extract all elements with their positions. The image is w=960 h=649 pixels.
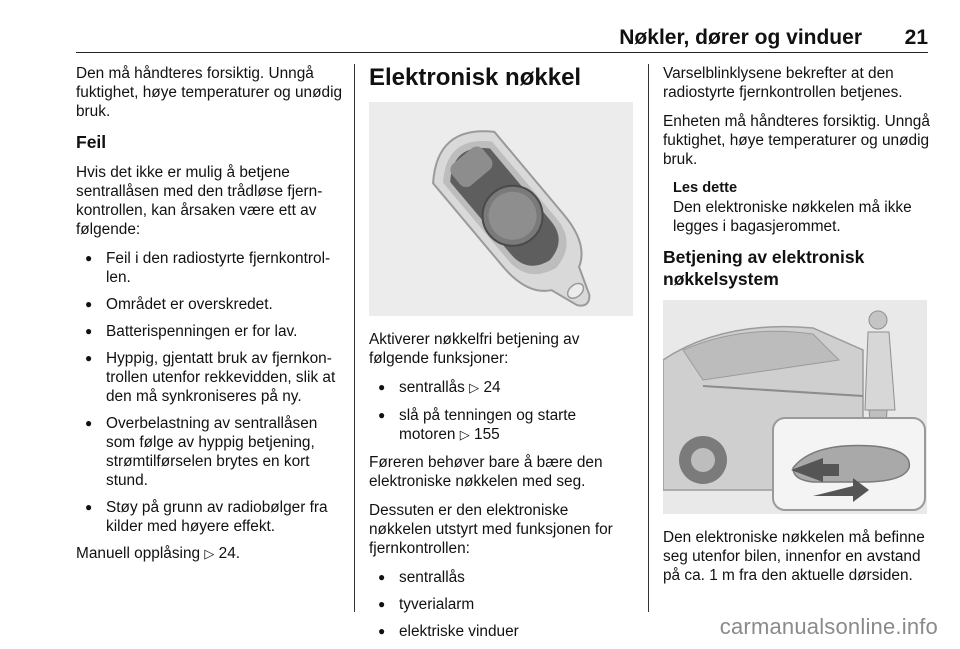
driver-paragraph: Føreren behøver bare å bære den elektroniske nøkkelen med seg.: [369, 454, 603, 490]
lead-paragraph: Hvis det ikke er mulig å betjene sentrallåsen med den trådløse fjernkontrollen, kan årsaken være ett av følgende:: [76, 164, 323, 238]
page-header-title: Nøkler, dører og vinduer: [619, 26, 862, 49]
handling-paragraph: Enheten må håndteres forsiktig. Unngå fuktighet, høye temperaturer og unødig bruk.: [663, 113, 930, 168]
car-door-handle-illustration: [663, 300, 927, 514]
column-2: [369, 64, 635, 649]
list-item: ● Området er overskredet.: [76, 295, 348, 314]
activates-paragraph: Aktiverer nøkkelfri betjening av følgende funksjoner:: [369, 331, 580, 367]
list-item: ● tyverialarm: [369, 595, 635, 614]
manual-unlock-text: Manuell opplåsing: [76, 545, 201, 562]
list-item: [369, 378, 635, 398]
list-item-text: slå på tenningen og starte motoren: [399, 407, 577, 443]
list-item: ● Feil i den radiostyrte fjernkontrollen.: [76, 249, 348, 287]
note-box: [663, 179, 933, 236]
list-item: ● Batterispenningen er for lav.: [76, 322, 348, 341]
electronic-key-illustration: [369, 102, 633, 316]
page-reference: 24: [483, 379, 501, 396]
page-reference: 24.: [218, 545, 241, 562]
column-divider-2: [648, 64, 649, 612]
range-paragraph: Den elektroniske nøkkelen må befinne seg utenfor bilen, innenfor en avstand på ca. 1 m fra den aktuelle dørsiden.: [663, 529, 925, 584]
remote-function-paragraph: Dessuten er den elektroniske nøkkelen utstyrt med funksjonen for fjernkontrollen:: [369, 502, 613, 557]
note-text: Den elektroniske nøkkelen må ikke legges i bagasjerommet.: [673, 199, 912, 235]
list-item: ● Overbelastning av sentrallåsen som følge av hyppig betjening, strømtilførselen brytes en kort stund.: [76, 414, 348, 490]
hazard-light-paragraph: Varselblinklysene bekrefter at den radiostyrte fjernkontrollen betjenes.: [663, 65, 903, 101]
ref-arrow-icon: ▷: [469, 381, 480, 396]
column-divider-1: [354, 64, 355, 612]
page-reference: 155: [474, 426, 500, 443]
ref-arrow-icon: ▷: [459, 428, 470, 443]
ref-arrow-icon: ▷: [204, 547, 215, 562]
watermark: carmanualsonline.info: [719, 614, 938, 639]
column-1: [76, 64, 348, 574]
list-item: ● Støy på grunn av radiobølger fra kilder med høyere effekt.: [76, 498, 348, 536]
list-item: ● sentrallås: [369, 568, 635, 587]
section-heading-feil: Feil: [76, 132, 107, 152]
list-item-text: sentrallås: [399, 379, 465, 396]
fault-list: [76, 249, 348, 536]
column-3: [663, 64, 933, 595]
note-label: Les dette: [673, 180, 738, 196]
list-item: [369, 406, 635, 445]
list-item: ● Hyppig, gjentatt bruk av fjernkontrollen utenfor rekkevidden, slik at den må synkroniseres på ny.: [76, 349, 348, 406]
remote-function-list: [369, 568, 635, 641]
section-heading-electronic-key: Elektronisk nøkkel: [369, 64, 582, 91]
keyless-function-list: [369, 378, 635, 445]
section-heading-operation: Betjening av elektronisk nøkkelsystem: [663, 247, 865, 289]
intro-paragraph: Den må håndteres forsiktig. Unngå fuktighet, høye temperaturer og unødig bruk.: [76, 65, 343, 120]
header-rule: [76, 52, 928, 53]
manual-unlock-paragraph: [76, 544, 348, 564]
list-item: ● elektriske vinduer: [369, 622, 635, 641]
page-number: 21: [904, 26, 928, 49]
